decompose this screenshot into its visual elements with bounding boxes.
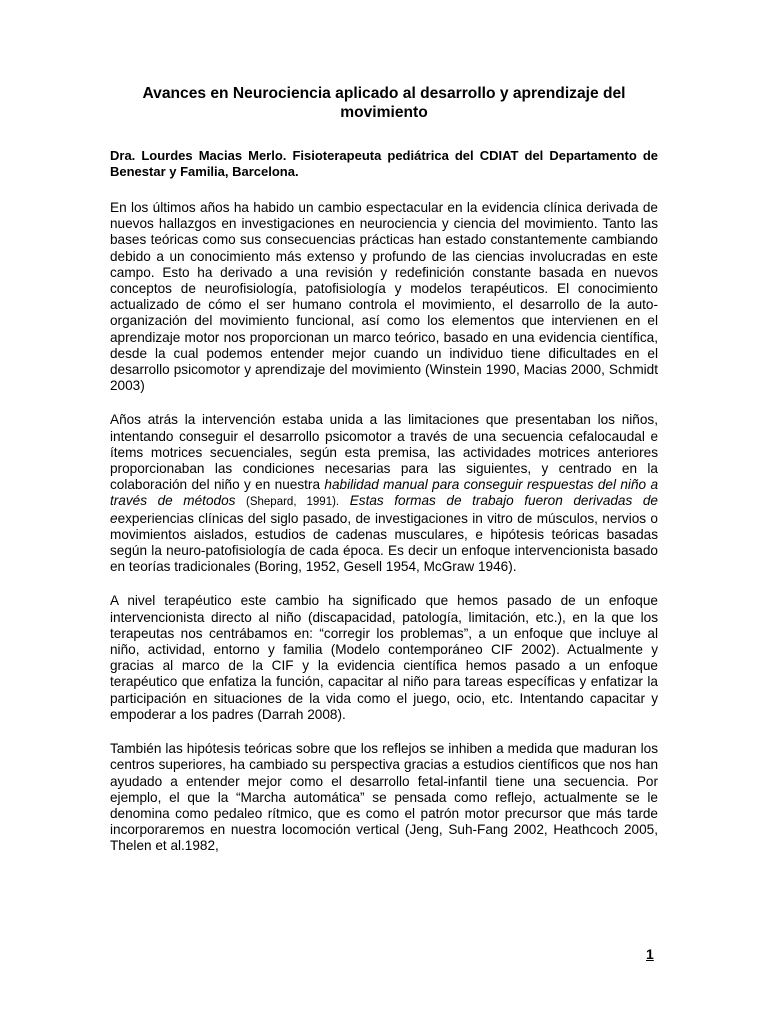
document-page	[110, 84, 658, 855]
paragraph-3: A nivel terapéutico este cambio ha significado que hemos pasado de un enfoque intervencionista directo al niño (discapacidad, patología, limitación, etc.), en la que los terapeutas nos centrábamos en: “corregir los problemas”, a un enfoque que incluye al niño, actividad, entorno y familia (Modelo contemporáneo CIF 2002). Actualmente y gracias al marco de la CIF y la evidencia científica hemos pasado a un enfoque terapéutico que enfatiza la función, capacitar al niño para tareas específicas y enfatizar la participación en situaciones de la vida como el juego, ocio, etc. Intentando capacitar y empoderar a los padres (Darrah 2008).	[110, 593, 658, 722]
paragraph-2-italic-phrase: habilidad manual para conseguir respuestas del niño a través de métodos	[110, 477, 659, 509]
paragraph-2-italic-sentence: Estas formas de trabajo fueron derivadas de e	[110, 493, 658, 526]
page-number: 1	[646, 946, 654, 962]
paragraph-2-part-a: Años atrás la intervención estaba unida a las limitaciones que presentaban los niños, intentando conseguir el desarrollo psicomotor a través de una secuencia cefalocaudal e ítems motrices secuenciales, según esta premisa, las actividades motrices anteriores proporcionaban las condiciones necesarias para las siguientes, y centrado en la colaboración del niño y en nuestra	[110, 412, 658, 493]
paragraph-1: En los últimos años ha habido un cambio espectacular en la evidencia clínica derivada de nuevos hallazgos en investigaciones en neurociencia y ciencia del movimiento. Tanto las bases teóricas como sus consecuencias prácticas han estado constantemente cambiando debido a un conocimiento más extenso y profundo de las ciencias involucradas en este campo. Esto ha derivado a una revisión y redefinición constante basada en nuevos conceptos de neurofisiología, patofisiología y modelos terapéuticos. El conocimiento actualizado de cómo el ser humano controla el movimiento, el desarrollo de la auto-organización del movimiento funcional, así como los elementos que intervienen en el aprendizaje motor nos proporcionan un marco teórico, basado en una evidencia científica, desde la cual podemos entender mejor cuando un individuo tiene dificultades en el desarrollo psicomotor y aprendizaje del movimiento (Winstein 1990, Macias 2000, Schmidt 2003)	[110, 200, 658, 394]
paragraph-2-part-e: experiencias clínicas del siglo pasado, de investigaciones in vitro de músculos, nervios o movimientos aislados, estudios de cadenas musculares, e hipótesis teóricas basadas según la neuro-patofisiología de cada época. Es decir un enfoque intervencionista basado en teorías tradicionales (Boring, 1952, Gesell 1954, McGraw 1946).	[110, 510, 658, 575]
document-title: Avances en Neurociencia aplicado al desarrollo y aprendizaje del movimiento	[142, 85, 626, 121]
paragraph-2	[110, 412, 658, 575]
paragraph-2-citation: (Shepard, 1991).	[246, 496, 340, 509]
author-line: Dra. Lourdes Macias Merlo. Fisioterapeuta pediátrica del CDIAT del Departamento de Benestar y Familia, Barcelona.	[110, 148, 658, 179]
paragraph-4: También las hipótesis teóricas sobre que los reflejos se inhiben a medida que maduran los centros superiores, ha cambiado su perspectiva gracias a estudios científicos que nos han ayudado a entender mejor como el desarrollo fetal-infantil tiene una secuencia. Por ejemplo, el que la “Marcha automática” se pensada como reflejo, actualmente se le denomina como pedaleo rítmico, que es como el patrón motor precursor que más tarde incorporaremos en nuestra locomoción vertical (Jeng, Suh-Fang 2002, Heathcoch 2005, Thelen et al.1982,	[110, 741, 658, 854]
